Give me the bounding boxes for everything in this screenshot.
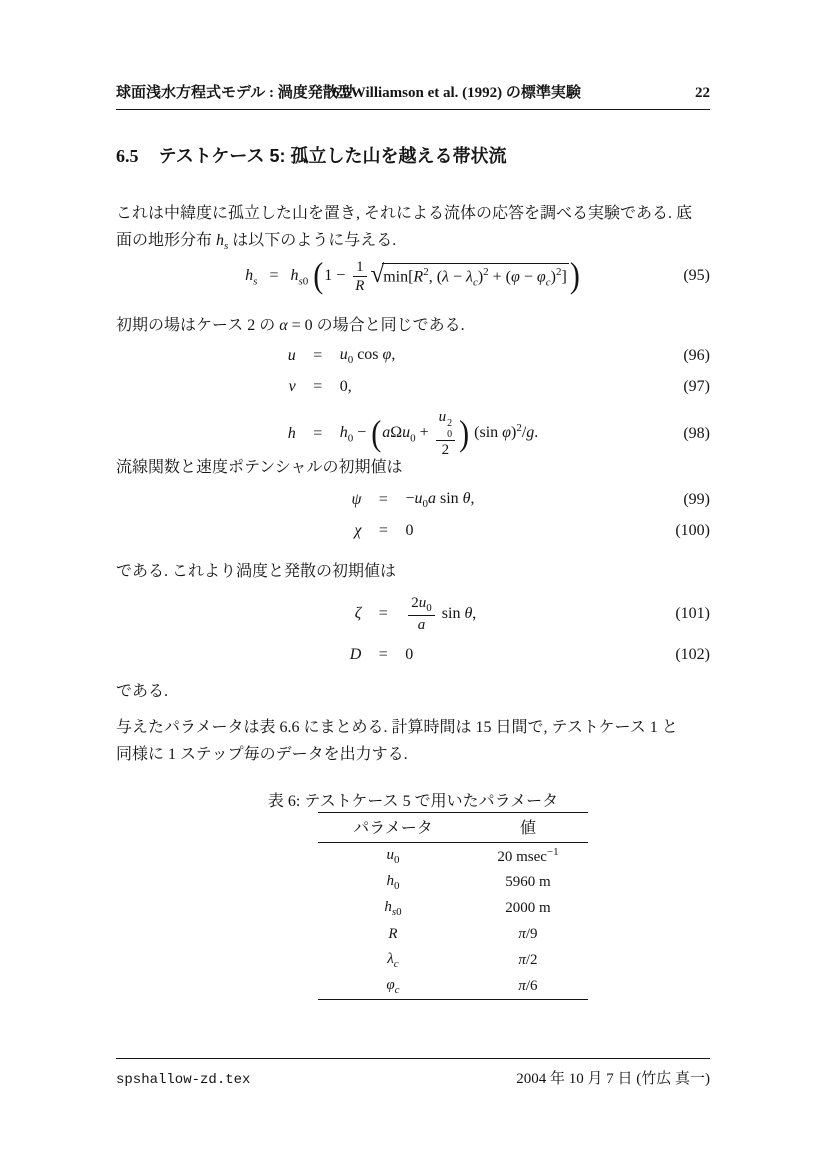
paragraph-streamfunction: 流線関数と速度ポテンシャルの初期値は — [116, 459, 403, 476]
param-value: 5960 m — [505, 873, 551, 890]
equation-102-lhs: D — [349, 646, 362, 664]
equation-100-number: (100) — [675, 522, 710, 540]
equation-101-rhs: $\frac{2u_0}{a}$ sin θ, — [405, 594, 476, 634]
param-value: π/2 — [518, 951, 538, 968]
equation-102-number: (102) — [675, 646, 710, 664]
param-name: $\varphi_c$ — [386, 976, 400, 996]
paragraph-parameters: 与えたパラメータは表 6.6 にまとめる. 計算時間は 15 日間で, テストケース 1 と 同様に 1 ステップ毎のデータを出力する. — [116, 719, 678, 763]
equation-group-101-102 — [116, 594, 710, 664]
page-number: 22 — [695, 85, 710, 101]
equation-97-relation: = — [313, 378, 323, 396]
equation-98-rhs: $h_0 - (a\Omega u_0$ + u 2 0 2 ) (sin φ)$^2$/g. — [339, 409, 539, 459]
param-name: $\lambda_c$ — [387, 950, 399, 970]
equation-95-number: (95) — [683, 267, 710, 284]
param-value: π/6 — [518, 977, 538, 994]
header-overlapping-title: 6.5Williamson et al. (1992) の標準実験 — [332, 85, 581, 101]
footer-date-author: 2004 年 10 月 7 日 (竹広 真一) — [516, 1071, 710, 1087]
param-name: $h_0$ — [386, 872, 400, 892]
table-row — [318, 947, 588, 973]
equation-98-relation: = — [313, 424, 323, 442]
paragraph-initial-field: 初期の場はケース 2 の α = 0 の場合と同じである. — [116, 317, 465, 334]
equation-100-rhs: 0 — [405, 522, 414, 540]
equation-96-number: (96) — [683, 347, 710, 365]
section-number: 6.5 — [116, 146, 139, 166]
equation-102-rhs: 0 — [405, 646, 414, 664]
equation-group-99-100 — [116, 490, 710, 540]
equation-98-lhs: h — [287, 424, 296, 442]
equation-group-96-98 — [116, 346, 710, 459]
equation-100-lhs: χ — [354, 522, 362, 540]
table-header-value: 値 — [468, 813, 588, 843]
equation-101-relation: = — [378, 605, 388, 623]
equation-101-lhs: ζ — [354, 605, 362, 623]
header-left-title: 球面浅水方程式モデル : 渦度発散型 — [116, 85, 353, 101]
equation-96-lhs: u — [287, 347, 296, 365]
page-footer — [116, 1058, 710, 1088]
param-value: π/9 — [518, 925, 538, 942]
param-name: $u_0$ — [386, 846, 400, 866]
table-row — [318, 973, 588, 1000]
paragraph-intro: これは中緯度に孤立した山を置き, それによる流体の応答を調べる実験である. 底 面の地形分布 $h_s$ は以下のように与える. — [116, 205, 693, 253]
section-title: テストケース 5: 孤立した山を越える帯状流 — [158, 146, 507, 166]
section-heading — [116, 142, 710, 168]
table-row — [318, 843, 588, 870]
param-name: $h_{s0}$ — [384, 898, 402, 918]
param-value: 20 msec$^{-1}$ — [497, 846, 559, 865]
equation-96-relation: = — [313, 347, 323, 365]
paragraph-vorticity-divergence: である. これより渦度と発散の初期値は — [116, 563, 397, 580]
equation-99-number: (99) — [683, 491, 710, 509]
equation-99-lhs: ψ — [351, 491, 362, 509]
param-value: 2000 m — [505, 899, 551, 916]
equation-99-rhs: $-u_0a$ sin θ, — [405, 490, 475, 511]
paragraph-dearu: である. — [116, 683, 169, 700]
equation-98-number: (98) — [683, 424, 710, 442]
table-row — [318, 921, 588, 947]
equation-95 — [116, 250, 710, 302]
equation-102-relation: = — [378, 646, 388, 664]
table-caption: 表 6: テストケース 5 で用いたパラメータ — [267, 793, 559, 810]
table-row — [318, 895, 588, 921]
equation-96-rhs: $u_0$ cos φ, — [339, 346, 396, 367]
equation-97-rhs: 0, — [339, 378, 352, 396]
table-row — [318, 869, 588, 895]
footer-filename: spshallow-zd.tex — [116, 1072, 251, 1088]
table-header-parameter: パラメータ — [318, 813, 468, 843]
table-header-row — [318, 813, 588, 843]
equation-99-relation: = — [378, 491, 388, 509]
equation-95-math: $h_s = h_{s0}$ (1 − $\frac{1}{R}$ $√\min[R^2$, $(\lambda - \lambda_c)^2 + (\varphi - \varphi_c)^2$] ) — [245, 255, 580, 296]
param-name: R — [388, 925, 398, 942]
running-header — [116, 84, 710, 110]
parameter-table — [318, 812, 588, 1000]
equation-100-relation: = — [378, 522, 388, 540]
equation-97-lhs: v — [288, 378, 296, 396]
equation-101-number: (101) — [675, 605, 710, 623]
equation-97-number: (97) — [683, 378, 710, 396]
